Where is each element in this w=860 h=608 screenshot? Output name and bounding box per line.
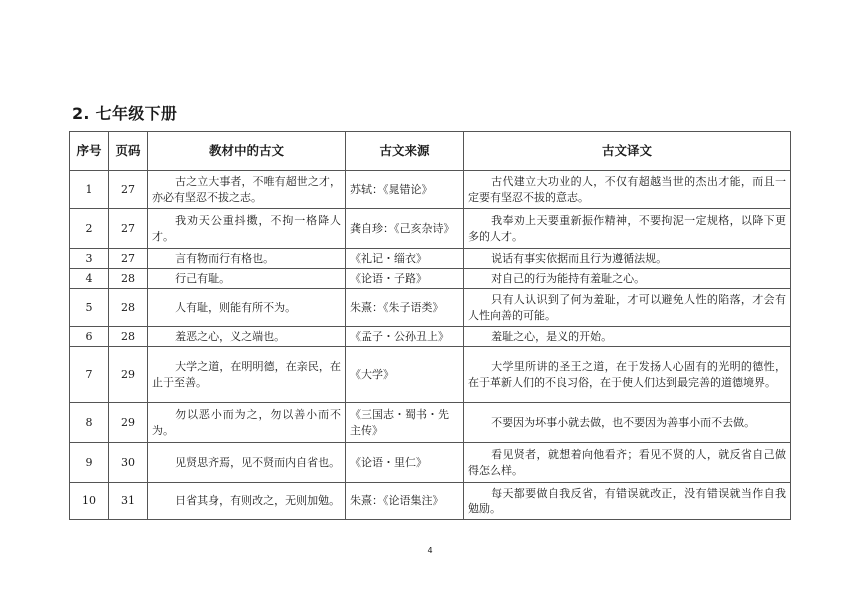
cell-source: 苏轼：《晁错论》 <box>346 171 464 209</box>
table-header-row <box>70 132 791 171</box>
cell-classical-text: 见贤思齐焉，见不贤而内自省也。 <box>148 443 346 483</box>
cell-serial: 7 <box>70 347 109 403</box>
table-row <box>70 443 791 483</box>
cell-page: 27 <box>109 249 148 269</box>
table-row <box>70 403 791 443</box>
section-title: 2. 七年级下册 <box>72 104 178 123</box>
cell-translation: 我奉劝上天要重新振作精神，不要拘泥一定规格，以降下更多的人才。 <box>464 209 791 249</box>
table-row <box>70 347 791 403</box>
cell-page: 29 <box>109 403 148 443</box>
cell-translation: 对自己的行为能持有羞耻之心。 <box>464 269 791 289</box>
cell-source: 《孟子・公孙丑上》 <box>346 327 464 347</box>
cell-page: 29 <box>109 347 148 403</box>
cell-translation: 看见贤者，就想着向他看齐；看见不贤的人，就反省自己做得怎么样。 <box>464 443 791 483</box>
cell-serial: 6 <box>70 327 109 347</box>
table-row <box>70 483 791 520</box>
cell-source: 龚自珍：《己亥杂诗》 <box>346 209 464 249</box>
cell-serial: 8 <box>70 403 109 443</box>
cell-classical-text: 羞恶之心，义之端也。 <box>148 327 346 347</box>
cell-source: 《论语・里仁》 <box>346 443 464 483</box>
cell-classical-text: 古之立大事者，不唯有超世之才，亦必有坚忍不拔之志。 <box>148 171 346 209</box>
cell-translation: 不要因为坏事小就去做，也不要因为善事小而不去做。 <box>464 403 791 443</box>
classical-texts-table <box>69 131 791 520</box>
cell-page: 28 <box>109 289 148 327</box>
cell-serial: 10 <box>70 483 109 520</box>
cell-classical-text: 人有耻，则能有所不为。 <box>148 289 346 327</box>
cell-classical-text: 我劝天公重抖擞，不拘一格降人才。 <box>148 209 346 249</box>
cell-page: 31 <box>109 483 148 520</box>
table-row <box>70 269 791 289</box>
cell-source: 《礼记・缁衣》 <box>346 249 464 269</box>
table-row <box>70 327 791 347</box>
cell-source: 《三国志・蜀书・先主传》 <box>346 403 464 443</box>
cell-classical-text: 日省其身，有则改之，无则加勉。 <box>148 483 346 520</box>
cell-page: 27 <box>109 171 148 209</box>
cell-serial: 2 <box>70 209 109 249</box>
cell-serial: 9 <box>70 443 109 483</box>
cell-classical-text: 勿以恶小而为之，勿以善小而不为。 <box>148 403 346 443</box>
header-source: 古文来源 <box>346 132 464 171</box>
cell-page: 30 <box>109 443 148 483</box>
header-page: 页码 <box>109 132 148 171</box>
header-text: 教材中的古文 <box>148 132 346 171</box>
cell-translation: 羞耻之心，是义的开始。 <box>464 327 791 347</box>
cell-translation: 古代建立大功业的人，不仅有超越当世的杰出才能，而且一定要有坚忍不拔的意志。 <box>464 171 791 209</box>
cell-classical-text: 言有物而行有格也。 <box>148 249 346 269</box>
header-translation: 古文译文 <box>464 132 791 171</box>
table-row <box>70 209 791 249</box>
cell-serial: 1 <box>70 171 109 209</box>
cell-translation: 大学里所讲的圣王之道，在于发扬人心固有的光明的德性，在于革新人们的不良习俗，在于使人们达到最完善的道德境界。 <box>464 347 791 403</box>
cell-source: 朱熹：《论语集注》 <box>346 483 464 520</box>
cell-translation: 只有人认识到了何为羞耻，才可以避免人性的陷落，才会有人性向善的可能。 <box>464 289 791 327</box>
cell-serial: 4 <box>70 269 109 289</box>
cell-page: 28 <box>109 327 148 347</box>
table-row <box>70 171 791 209</box>
cell-translation: 说话有事实依据而且行为遵循法规。 <box>464 249 791 269</box>
cell-serial: 5 <box>70 289 109 327</box>
cell-source: 《大学》 <box>346 347 464 403</box>
page-number: 4 <box>427 546 433 555</box>
cell-serial: 3 <box>70 249 109 269</box>
table-row <box>70 289 791 327</box>
cell-translation: 每天都要做自我反省，有错误就改正，没有错误就当作自我勉励。 <box>464 483 791 520</box>
cell-source: 《论语・子路》 <box>346 269 464 289</box>
cell-page: 27 <box>109 209 148 249</box>
cell-classical-text: 行己有耻。 <box>148 269 346 289</box>
cell-classical-text: 大学之道，在明明德，在亲民，在止于至善。 <box>148 347 346 403</box>
cell-page: 28 <box>109 269 148 289</box>
header-serial: 序号 <box>70 132 109 171</box>
cell-source: 朱熹：《朱子语类》 <box>346 289 464 327</box>
table-row <box>70 249 791 269</box>
